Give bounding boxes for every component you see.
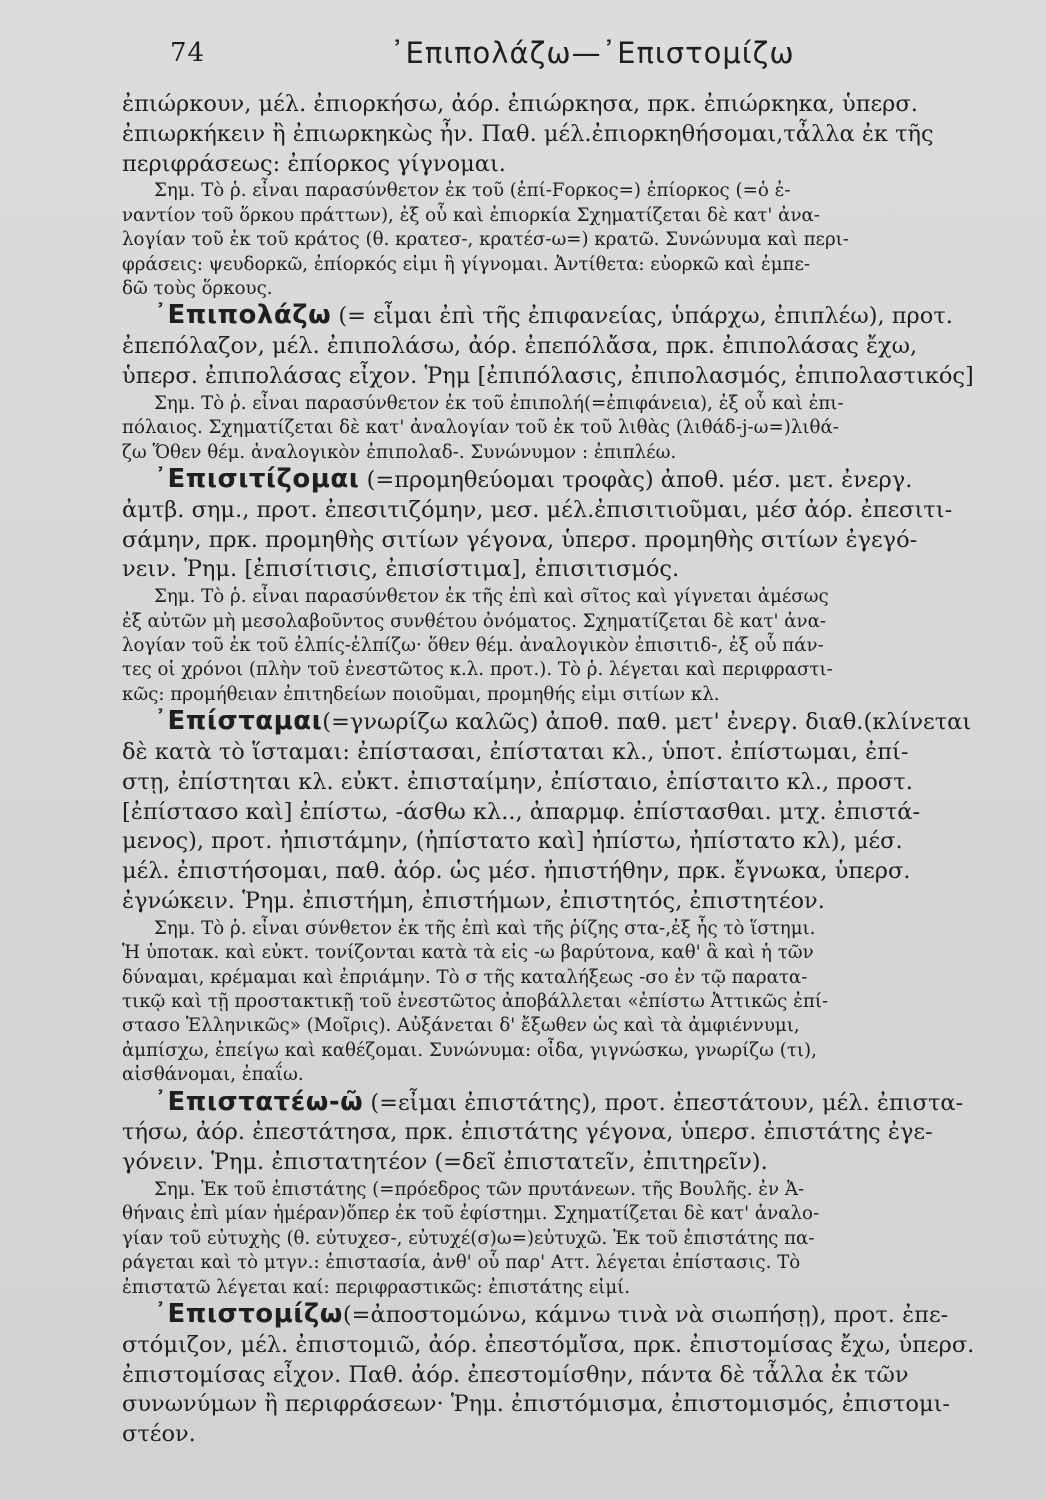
entry-line-text: (= εἶμαι ἐπὶ τῆς ἐπιφανείας, ὑπάρχω, ἐπιπλέω), προτ. xyxy=(331,303,953,330)
entry-line-text: τες οἱ χρόνοι (πλὴν τοῦ ἐνεστῶτος κ.λ. προτ.). Τὸ ῥ. λέγεται καὶ περιφραστι- xyxy=(122,659,833,681)
entry-text-line xyxy=(122,1118,1044,1148)
entry-line-text: αἰσθάνομαι, ἐπαΐω. xyxy=(122,1064,304,1086)
entry-line-text: Σημ. Τὸ ῥ. εἶναι παρασύνθετον ἐκ τῆς ἐπὶ καὶ σῖτος καὶ γίγνεται ἀμέσως xyxy=(154,586,829,608)
entry-note-line xyxy=(122,392,1044,416)
dictionary-entry xyxy=(122,1088,1044,1300)
entry-headword: ᾿Επίσταμαι xyxy=(154,706,323,737)
entry-line-text: στῃ, ἐπίστηται κλ. εὐκτ. ἐπισταίμην, ἐπίσταιο, ἐπίσταιτο κλ., προστ. xyxy=(122,768,913,795)
entry-line-text: σάμην, πρκ. προμηθὴς σιτίων γέγονα, ὑπερσ. προμηθὴς σιτίων ἐγεγό- xyxy=(122,526,918,553)
entry-note-line xyxy=(122,610,1044,634)
entry-note-line xyxy=(122,683,1044,707)
entry-note-line xyxy=(122,416,1044,440)
entry-note-line xyxy=(122,204,1044,228)
entry-text-line xyxy=(122,768,1044,798)
entry-line-text: στόμιζον, μέλ. ἐπιστομιῶ, ἀόρ. ἐπεστόμἴσα, πρκ. ἐπιστομίσας ἔχω, ὑπερσ. xyxy=(122,1331,975,1358)
entry-line-text: λογίαν τοῦ ἐκ τοῦ ἐλπίς-ἐλπίζω· ὅθεν θέμ. ἀναλογικὸν ἐπισιτιδ-, ἐξ οὗ πάν- xyxy=(122,635,824,657)
entry-line-text: δὲ κατὰ τὸ ἵσταμαι: ἐπίστασαι, ἐπίσταται κλ., ὑποτ. ἐπίστωμαι, ἐπί- xyxy=(122,739,909,766)
dictionary-entry xyxy=(122,301,1044,465)
dictionary-entry xyxy=(122,465,1044,707)
entry-line-text: ἐπιώρκουν, μέλ. ἐπιορκήσω, ἀόρ. ἐπιώρκησα, πρκ. ἐπιώρκηκα, ὑπερσ. xyxy=(122,91,918,117)
entry-line-text: Σημ. Ἐκ τοῦ ἐπιστάτης (=πρόεδρος τῶν πρυτάνεων. τῆς Βουλῆς. ἐν Ἀ- xyxy=(154,1179,805,1201)
entry-text-line xyxy=(122,1088,1044,1119)
entry-line-text: [ἐπίστασο καὶ] ἐπίστω, -άσθω κλ.., ἀπαρμφ. ἐπίστασθαι. μτχ. ἐπιστά- xyxy=(122,798,921,825)
entry-line-text: πόλαιος. Σχηματίζεται δὲ κατ' ἀναλογίαν τοῦ ἐκ τοῦ λιθὰς (λιθάδ-j-ω=)λιθά- xyxy=(122,417,839,439)
page-header xyxy=(122,30,1042,86)
entry-text-line xyxy=(122,332,1044,362)
entry-note-line xyxy=(122,634,1044,658)
entry-note-line xyxy=(122,585,1044,609)
entry-text-line xyxy=(122,827,1044,857)
entry-text-line xyxy=(122,362,1044,392)
entry-note-line xyxy=(122,277,1044,301)
dictionary-entries xyxy=(122,90,1044,1450)
entry-line-text: ναντίον τοῦ ὅρκου πράττων), ἐξ οὗ καὶ ἐπιορκία Σχηματίζεται δὲ κατ' ἀνα- xyxy=(122,204,820,226)
entry-text-line xyxy=(122,887,1044,917)
entry-line-text: ἐξ αὐτῶν μὴ μεσολαβοῦντος συνθέτου ὀνόματος. Σχηματίζεται δὲ κατ' ἀνα- xyxy=(122,610,827,632)
entry-line-text: δῶ τοὺς ὅρκους. xyxy=(122,278,273,300)
entry-text-line xyxy=(122,555,1044,585)
entry-line-text: (=ἀποστομώνω, κάμνω τινὰ νὰ σιωπήσῃ), προτ. ἐπε- xyxy=(342,1302,949,1329)
entry-text-line xyxy=(122,1300,1044,1331)
dictionary-entry xyxy=(122,90,1044,301)
entry-line-text: περιφράσεως: ἐπίορκος γίγνομαι. xyxy=(122,150,506,177)
entry-note-line xyxy=(122,966,1044,990)
entry-line-text: τικῷ καὶ τῇ προστακτικῇ τοῦ ἐνεστῶτος ἀποβάλλεται «ἐπίστω Ἀττικῶς ἐπί- xyxy=(122,991,829,1013)
entry-line-text: δύναμαι, κρέμαμαι καὶ ἐπριάμην. Τὸ σ τῆς καταλήξεως -σο ἐν τῷ παρατα- xyxy=(122,966,808,988)
entry-line-text: (=προμηθεύομαι τροφὰς) ἀποθ. μέσ. μετ. ἐνεργ. xyxy=(359,467,913,494)
entry-line-text: μενος), προτ. ἠπιστάμην, (ἠπίστατο καὶ] ἠπίστω, ἠπίστατο κλ), μέσ. xyxy=(122,828,903,855)
entry-text-line xyxy=(122,526,1044,556)
entry-note-line xyxy=(122,441,1044,465)
entry-line-text: γόνειν. Ῥημ. ἐπιστατητέον (=δεῖ ἐπιστατεῖν, ἐπιτηρεῖν). xyxy=(122,1149,768,1176)
entry-note-line xyxy=(122,1202,1044,1226)
entry-note-line xyxy=(122,1014,1044,1038)
entry-line-text: Σημ. Τὸ ῥ. εἶναι παρασύνθετον ἐκ τοῦ (ἐπί-Fορκος=) ἐπίορκος (=ὁ ἐ- xyxy=(154,180,791,202)
entry-line-text: (=εἶμαι ἐπιστάτης), προτ. ἐπεστάτουν, μέλ. ἐπιστα- xyxy=(363,1089,964,1116)
entry-line-text: ἀμπίσχω, ἐπείγω καὶ καθέζομαι. Συνώνυμα: οἶδα, γιγνώσκω, γνωρίζω (τι), xyxy=(122,1039,817,1061)
entry-note-line xyxy=(122,1227,1044,1251)
entry-line-text: ἐπιστατῶ λέγεται καί: περιφραστικῶς: ἐπιστάτης εἰμί. xyxy=(122,1276,631,1298)
entry-note-line xyxy=(122,1251,1044,1275)
entry-line-text: μέλ. ἐπιστήσομαι, παθ. ἀόρ. ὡς μέσ. ἠπιστήθην, πρκ. ἔγνωκα, ὑπερσ. xyxy=(122,858,911,885)
dictionary-entry xyxy=(122,707,1044,1087)
page-number: 74 xyxy=(170,38,206,68)
entry-headword: ᾿Επισιτίζομαι xyxy=(154,464,360,495)
entry-line-text: κῶς: προμήθειαν ἐπιτηδείων ποιοῦμαι, προμηθής εἰμι σιτίων κλ. xyxy=(122,683,720,705)
page-title: ᾿Επιπολάζω—᾿Επιστομίζω xyxy=(390,36,795,70)
entry-text-line xyxy=(122,496,1044,526)
entry-line-text: στέον. xyxy=(122,1421,196,1448)
entry-line-text: συνωνύμων ἢ περιφράσεων· Ῥημ. ἐπιστόμισμα, ἐπιστομισμός, ἐπιστομι- xyxy=(122,1391,951,1418)
entry-note-line xyxy=(122,1063,1044,1087)
entry-line-text: Σημ. Τὸ ῥ. εἶναι σύνθετον ἐκ τῆς ἐπὶ καὶ τῆς ῥίζης στα-,ἐξ ἧς τὸ ἵστημι. xyxy=(154,917,816,939)
entry-line-text: ἐπεπόλαζον, μέλ. ἐπιπολάσω, ἀόρ. ἐπεπόλἄσα, πρκ. ἐπιπολάσας ἔχω, xyxy=(122,333,918,360)
entry-text-line xyxy=(122,738,1044,768)
entry-text-line xyxy=(122,465,1044,496)
entry-line-text: λογίαν τοῦ ἐκ τοῦ κράτος (θ. κρατεσ-, κρατέσ-ω=) κρατῶ. Συνώνυμα καὶ περι- xyxy=(122,229,849,251)
entry-note-line xyxy=(122,1039,1044,1063)
entry-line-text: τήσω, ἀόρ. ἐπεστάτησα, πρκ. ἐπιστάτης γέγονα, ὑπερσ. ἐπιστάτης ἐγε- xyxy=(122,1119,933,1146)
entry-note-line xyxy=(122,253,1044,277)
entry-text-line xyxy=(122,1420,1044,1450)
entry-text-line xyxy=(122,1331,1044,1361)
entry-line-text: ἐγνώκειν. Ῥημ. ἐπιστήμη, ἐπιστήμων, ἐπιστητός, ἐπιστητέον. xyxy=(122,888,825,915)
entry-line-text: (=γνωρίζω καλῶς) ἀποθ. παθ. μετ' ἐνεργ. διαθ.(κλίνεται xyxy=(322,709,972,736)
entry-line-text: ράγεται καὶ τὸ μτγν.: ἐπιστασία, ἀνθ' οὗ παρ' Αττ. λέγεται ἐπίστασις. Τὸ xyxy=(122,1252,801,1274)
entry-line-text: ἐπιστομίσας εἶχον. Παθ. ἀόρ. ἐπεστομίσθην, πάντα δὲ τἆλλα ἐκ τῶν xyxy=(122,1361,909,1388)
dictionary-entry xyxy=(122,1300,1044,1450)
entry-line-text: ὑπερσ. ἐπιπολάσας εἶχον. Ῥημ [ἐπιπόλασις, ἐπιπολασμός, ἐπιπολαστικός] xyxy=(122,363,974,390)
entry-note-line xyxy=(122,917,1044,941)
entry-note-line xyxy=(122,1178,1044,1202)
entry-line-text: γίαν τοῦ εὐτυχὴς (θ. εὐτυχεσ-, εὐτυχέ(σ)ω=)εὐτυχῶ. Ἐκ τοῦ ἐπιστάτης πα- xyxy=(122,1227,815,1249)
entry-note-line xyxy=(122,1276,1044,1300)
entry-note-line xyxy=(122,228,1044,252)
entry-text-line xyxy=(122,90,1044,120)
entry-line-text: ζω Ὅθεν θέμ. ἀναλογικὸν ἐπιπολαδ-. Συνώνυμον : ἐπιπλέω. xyxy=(122,441,677,463)
entry-line-text: ἀμτβ. σημ., προτ. ἐπεσιτιζόμην, μεσ. μέλ.ἐπισιτιοῦμαι, μέσ ἀόρ. ἐπεσιτι- xyxy=(122,496,953,523)
entry-note-line xyxy=(122,990,1044,1014)
entry-note-line xyxy=(122,941,1044,965)
entry-line-text: Ἡ ὑποτακ. καὶ εὐκτ. τονίζονται κατὰ τὰ εἰς -ω βαρύτονα, καθ' ἃ καὶ ἡ τῶν xyxy=(122,942,814,964)
entry-text-line xyxy=(122,1390,1044,1420)
entry-text-line xyxy=(122,707,1044,738)
entry-headword: ᾿Επιπολάζω xyxy=(154,300,332,331)
entry-line-text: φράσεις: ψευδορκῶ, ἐπίορκός εἰμι ἢ γίγνομαι. Ἀντίθετα: εὐορκῶ καὶ ἐμπε- xyxy=(122,253,811,275)
entry-line-text: θήναις ἐπὶ μίαν ἡμέραν)ὅπερ ἐκ τοῦ ἐφίστημι. Σχηματίζεται δὲ κατ' ἀναλο- xyxy=(122,1203,820,1225)
entry-text-line xyxy=(122,120,1044,150)
entry-text-line xyxy=(122,1148,1044,1178)
entry-line-text: Σημ. Τὸ ῥ. εἶναι παρασύνθετον ἐκ τοῦ ἐπιπολή(=ἐπιφάνεια), ἐξ οὗ καὶ ἐπι- xyxy=(154,392,844,414)
entry-note-line xyxy=(122,658,1044,682)
entry-line-text: νειν. Ῥημ. [ἐπισίτισις, ἐπισίστιμα], ἐπισιτισμός. xyxy=(122,556,680,583)
entry-note-line xyxy=(122,179,1044,203)
entry-headword: ᾿Επιστομίζω xyxy=(154,1299,343,1330)
entry-line-text: στασο Ἑλληνικῶς» (Μοῖρις). Αὐξάνεται δ' ἔξωθεν ὡς καὶ τὰ ἀμφιέννυμι, xyxy=(122,1015,800,1037)
entry-headword: ᾿Επιστατέω-ῶ xyxy=(154,1086,364,1117)
entry-text-line xyxy=(122,150,1044,180)
entry-text-line xyxy=(122,1361,1044,1391)
entry-text-line xyxy=(122,301,1044,332)
entry-line-text: ἐπιωρκήκειν ἢ ἐπιωρκηκὼς ἦν. Παθ. μέλ.ἐπιορκηθήσομαι,τἆλλα ἐκ τῆς xyxy=(122,120,934,147)
entry-text-line xyxy=(122,798,1044,828)
entry-text-line xyxy=(122,857,1044,887)
